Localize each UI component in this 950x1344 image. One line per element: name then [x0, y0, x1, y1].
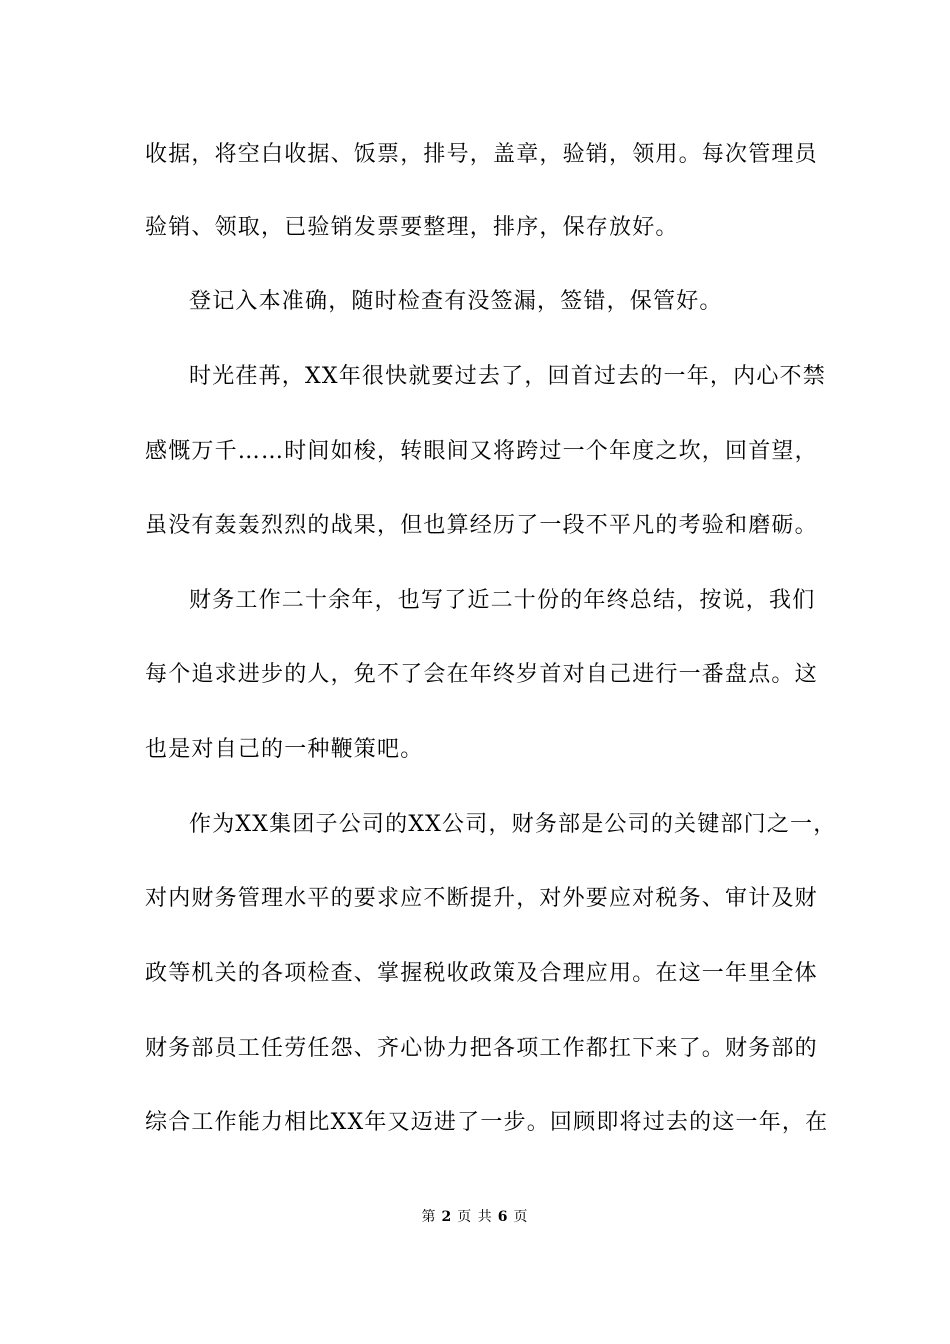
paragraph-start-line: 时光荏苒，XX年很快就要过去了，回首过去的一年，内心不禁: [189, 364, 826, 389]
text-line: 验销、领取，已验销发票要整理，排序，保存放好。: [145, 215, 679, 240]
text-line: 综合工作能力相比XX年又迈进了一步。回顾即将过去的这一年，在: [145, 1110, 829, 1135]
text-line: 对内财务管理水平的要求应不断提升，对外要应对税务、审计及财: [145, 886, 818, 911]
text-line: 感慨万千……时间如梭，转眼间又将跨过一个年度之坎，回首望，: [145, 439, 818, 464]
text-line: 虽没有轰轰烈烈的战果，但也算经历了一段不平凡的考验和磨砺。: [145, 513, 818, 538]
text-line: 也是对自己的一种鞭策吧。: [145, 737, 424, 762]
footer-middle: 页 共: [457, 1209, 493, 1225]
page-footer: [0, 1207, 950, 1227]
footer-prefix: 第: [421, 1209, 437, 1225]
text-line: 每个追求进步的人，免不了会在年终岁首对自己进行一番盘点。这: [145, 662, 818, 687]
total-pages-number: 6: [497, 1209, 509, 1225]
paragraph-start-line: 财务工作二十余年，也写了近二十份的年终总结，按说，我们: [189, 588, 816, 613]
text-line: 财务部员工任劳任怨、齐心协力把各项工作都扛下来了。财务部的: [145, 1036, 818, 1061]
text-line: 收据，将空白收据、饭票，排号，盖章，验销，领用。每次管理员: [145, 142, 818, 167]
paragraph-start-line: 作为XX集团子公司的XX公司，财务部是公司的关键部门之一，: [189, 812, 837, 837]
current-page-number: 2: [441, 1209, 453, 1225]
footer-suffix: 页: [513, 1209, 529, 1225]
text-line: 政等机关的各项检查、掌握税收政策及合理应用。在这一年里全体: [145, 961, 818, 986]
paragraph-start-line: 登记入本准确，随时检查有没签漏，签错，保管好。: [189, 289, 723, 314]
